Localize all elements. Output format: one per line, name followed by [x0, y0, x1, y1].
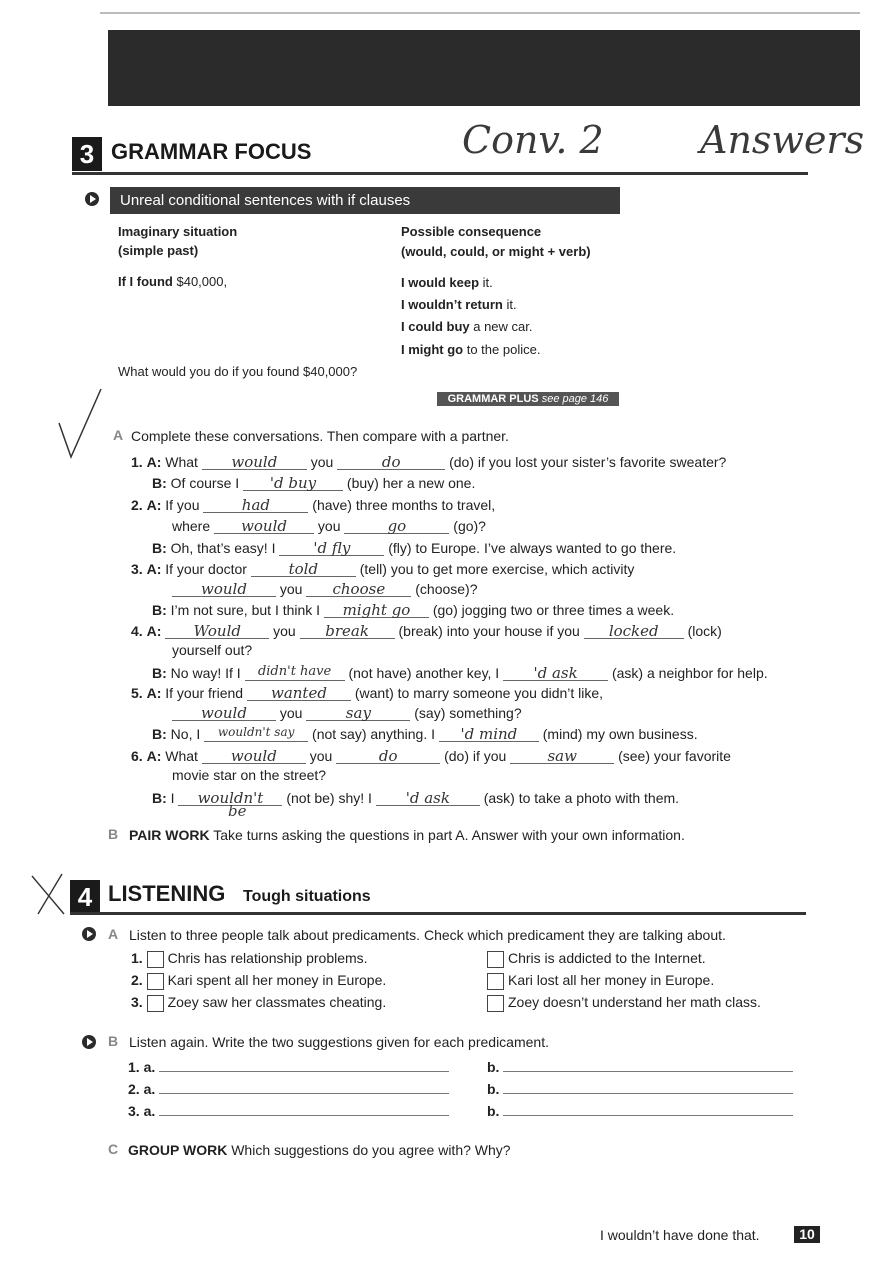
section-4-rule	[70, 912, 806, 915]
dialog-line-12: 5. A: If your friend wanted (want) to marry someone you didn’t like,	[131, 684, 604, 702]
partA-letter: A	[113, 427, 124, 443]
consequence-4: I might go to the police.	[401, 342, 541, 357]
checkbox[interactable]	[487, 995, 504, 1012]
partB-instructions: PAIR WORK Take turns asking the questions in part A. Answer with your own information.	[129, 827, 685, 843]
partB-letter: B	[108, 826, 119, 842]
answer-blank[interactable]: wouldn't say	[204, 725, 308, 742]
col1-heading: Imaginary situation	[118, 224, 238, 239]
answer-blank[interactable]: would	[172, 580, 276, 597]
checkbox[interactable]	[487, 951, 504, 968]
write-line[interactable]	[503, 1081, 793, 1094]
checkbox[interactable]	[147, 973, 164, 990]
answer-blank[interactable]: go	[344, 517, 449, 534]
dialog-line-7: would you choose (choose)?	[172, 580, 478, 597]
consequence-2: I wouldn’t return it.	[401, 297, 517, 312]
suggestion-row-1: 1. a.	[128, 1059, 449, 1075]
col2-heading: Possible consequence	[401, 224, 542, 239]
dialog-line-8: B: I’m not sure, but I think I might go (go) jogging two or three times a week.	[152, 601, 675, 619]
answer-blank[interactable]: Would	[165, 622, 269, 639]
listenB-letter: B	[108, 1033, 119, 1049]
answer-blank[interactable]: wanted	[247, 684, 351, 701]
dialog-line-5: B: Oh, that’s easy! I 'd fly (fly) to Europe. I’ve always wanted to go there.	[152, 539, 677, 557]
write-line[interactable]	[503, 1059, 793, 1072]
grammar-plus-badge[interactable]: GRAMMAR PLUS see page 146	[437, 392, 619, 406]
write-line[interactable]	[503, 1103, 793, 1116]
answer-blank[interactable]: told	[251, 560, 356, 577]
top-divider	[100, 12, 860, 14]
option-row-3: 3. Zoey saw her classmates cheating.	[131, 994, 387, 1010]
section-4-title: LISTENING	[108, 881, 226, 906]
section-3-number: 3	[72, 137, 102, 171]
answer-blank[interactable]: choose	[306, 580, 411, 597]
option-row-1-right: Chris is addicted to the Internet.	[487, 950, 706, 968]
answer-blank[interactable]: do	[336, 747, 440, 764]
option-row-2-right: Kari lost all her money in Europe.	[487, 972, 714, 990]
handwritten-title: Conv. 2	[462, 118, 604, 162]
answer-blank[interactable]: 'd fly	[279, 539, 384, 556]
grammar-banner: Unreal conditional sentences with if clauses	[110, 187, 620, 214]
listenA-instructions: Listen to three people talk about predicaments. Check which predicament they are talking about.	[129, 927, 726, 943]
checkbox[interactable]	[147, 995, 164, 1012]
answer-blank[interactable]: say	[306, 704, 410, 721]
section-3-title: GRAMMAR FOCUS	[111, 139, 312, 164]
partC-letter: C	[108, 1141, 119, 1157]
example-question: What would you do if you found $40,000?	[118, 364, 358, 379]
dialog-line-16: movie star on the street?	[172, 767, 327, 783]
header-dark-band	[108, 30, 860, 106]
suggestion-row-1-b: b.	[487, 1059, 793, 1075]
col1-sub: (simple past)	[118, 243, 199, 258]
answer-blank[interactable]: saw	[510, 747, 614, 764]
dialog-line-4: where would you go (go)?	[172, 517, 486, 535]
answer-blank[interactable]: didn't have	[245, 664, 345, 681]
option-row-1: 1. Chris has relationship problems.	[131, 950, 368, 966]
consequence-1: I would keep it.	[401, 275, 493, 290]
section-4-number: 4	[70, 880, 100, 914]
write-line[interactable]	[159, 1081, 449, 1094]
checkbox[interactable]	[147, 951, 164, 968]
dialog-line-3: 2. A: If you had (have) three months to travel,	[131, 496, 496, 514]
audio-play-icon[interactable]	[82, 1035, 96, 1049]
answer-blank[interactable]: do	[337, 453, 445, 470]
answer-blank[interactable]: might go	[324, 601, 429, 618]
dialog-line-10: yourself out?	[172, 642, 253, 658]
col2-sub: (would, could, or might + verb)	[401, 244, 591, 259]
checkbox[interactable]	[487, 973, 504, 990]
consequence-3: I could buy a new car.	[401, 319, 533, 334]
write-line[interactable]	[159, 1059, 449, 1072]
suggestion-row-3: 3. a.	[128, 1103, 449, 1119]
answer-blank[interactable]: would	[214, 517, 314, 534]
answer-blank[interactable]: 'd mind	[439, 725, 539, 742]
answer-blank[interactable]: 'd ask	[376, 789, 480, 806]
dialog-line-17: B: I wouldn't (not be) shy! I 'd ask (ask) to take a photo with them.	[152, 789, 680, 807]
suggestion-row-3-b: b.	[487, 1103, 793, 1119]
dialog-line-14: B: No, I wouldn't say (not say) anything. I 'd mind (mind) my own business.	[152, 725, 698, 743]
check-mark-icon	[55, 385, 105, 465]
answer-blank[interactable]: break	[300, 622, 395, 639]
partC-instructions: GROUP WORK Which suggestions do you agree with? Why?	[128, 1142, 511, 1158]
dialog-line-1: 1. A: What would you do (do) if you lost your sister’s favorite sweater?	[131, 453, 727, 471]
suggestion-row-2: 2. a.	[128, 1081, 449, 1097]
section-3-rule	[72, 172, 808, 175]
option-row-2: 2. Kari spent all her money in Europe.	[131, 972, 387, 988]
dialog-line-9: 4. A: Would you break (break) into your house if you locked (lock)	[131, 622, 722, 640]
dialog-line-13: would you say (say) something?	[172, 704, 522, 721]
audio-play-icon[interactable]	[82, 927, 96, 941]
dialog-line-15: 6. A: What would you do (do) if you saw (see) your favorite	[131, 747, 731, 765]
answer-blank[interactable]: would	[202, 453, 307, 470]
answer-blank[interactable]: had	[203, 496, 308, 513]
page-number: 10	[794, 1226, 820, 1243]
partA-instructions: Complete these conversations. Then compare with a partner.	[131, 428, 509, 444]
audio-play-icon[interactable]	[85, 192, 99, 206]
answer-blank[interactable]: would	[172, 704, 276, 721]
listenA-letter: A	[108, 926, 119, 942]
dialog-line-11: B: No way! If I didn't have (not have) another key, I 'd ask (ask) a neighbor for help.	[152, 664, 768, 682]
listenB-instructions: Listen again. Write the two suggestions given for each predicament.	[129, 1034, 549, 1050]
answer-blank[interactable]: wouldn't	[178, 789, 282, 806]
dialog-line-6: 3. A: If your doctor told (tell) you to get more exercise, which activity	[131, 560, 635, 578]
handwritten-be: be	[228, 802, 247, 820]
x-mark-icon	[28, 870, 68, 918]
handwritten-answers: Answers	[700, 118, 865, 162]
footer-text: I wouldn’t have done that.	[600, 1227, 760, 1243]
write-line[interactable]	[159, 1103, 449, 1116]
answer-blank[interactable]: 'd ask	[503, 664, 608, 681]
answer-blank[interactable]: locked	[584, 622, 684, 639]
dialog-line-2: B: Of course I 'd buy (buy) her a new one.	[152, 474, 476, 492]
if-clause: If I found $40,000,	[118, 274, 228, 289]
answer-blank[interactable]: would	[202, 747, 306, 764]
section-4-subtitle: Tough situations	[243, 888, 371, 905]
suggestion-row-2-b: b.	[487, 1081, 793, 1097]
answer-blank[interactable]: 'd buy	[243, 474, 343, 491]
option-row-3-right: Zoey doesn’t understand her math class.	[487, 994, 761, 1012]
